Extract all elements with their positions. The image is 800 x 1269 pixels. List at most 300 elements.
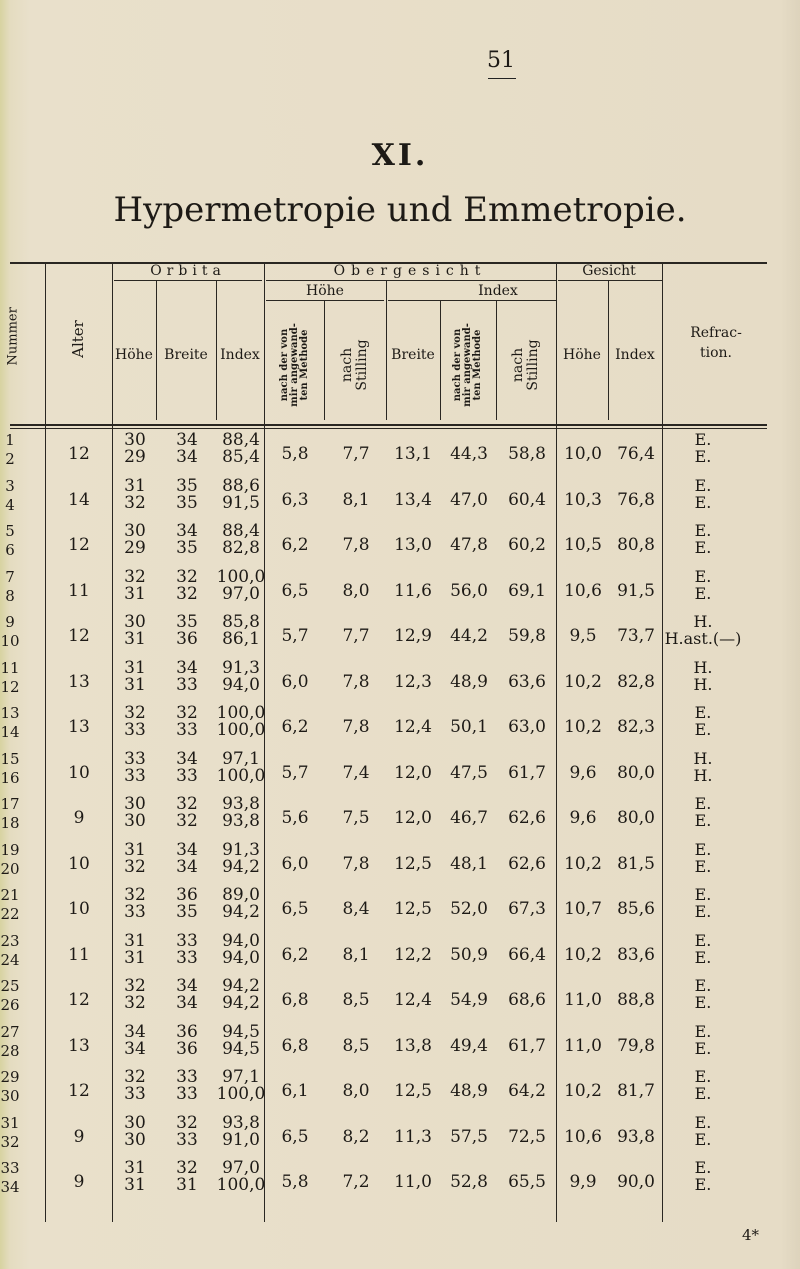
- cell-og-breite: 12,3: [394, 671, 432, 692]
- row-number: 12: [0, 677, 20, 696]
- cell-og-hoehe-stilling: 7,7: [342, 444, 370, 464]
- cell-og-breite: 11,3: [394, 1126, 432, 1147]
- col-rule-nummer: [45, 262, 46, 1222]
- cell-refraction: E.: [694, 976, 712, 995]
- cell-orbita-breite: 33: [176, 1067, 198, 1087]
- header-orbita: Orbita: [150, 263, 226, 279]
- cell-alter: 9: [73, 1172, 85, 1192]
- cell-og-breite: 13,8: [394, 1035, 432, 1056]
- cell-gesicht-index: 76,4: [617, 444, 655, 464]
- cell-orbita-hoehe: 31: [124, 1158, 146, 1178]
- hoehe-subgroup-rule: [266, 300, 384, 301]
- cell-og-hoehe-stilling: 8,0: [342, 1081, 370, 1101]
- cell-refraction: H.: [693, 674, 713, 694]
- cell-refraction: E.: [694, 521, 712, 540]
- header-nummer: Nummer: [5, 307, 21, 366]
- header-bottom-rule: [10, 424, 767, 426]
- header-orbita-hoehe: Höhe: [115, 347, 153, 363]
- row-number: 23: [0, 931, 20, 950]
- cell-alter: 9: [73, 808, 85, 828]
- cell-og-index-methode: 47,5: [450, 762, 488, 783]
- cell-gesicht-hoehe: 10,2: [564, 944, 602, 965]
- gesicht-group-rule: [558, 280, 662, 281]
- signature-mark: 4*: [742, 1226, 760, 1244]
- cell-og-index-methode: 52,8: [450, 1172, 488, 1192]
- cell-orbita-hoehe: 33: [124, 765, 146, 786]
- cell-orbita-breite: 36: [176, 629, 198, 649]
- cell-orbita-breite: 33: [176, 930, 198, 951]
- cell-orbita-breite: 36: [176, 885, 198, 905]
- cell-orbita-hoehe: 33: [124, 902, 146, 922]
- cell-orbita-index: 100,0: [216, 566, 266, 587]
- cell-og-hoehe-methode: 6,0: [281, 671, 309, 692]
- cell-refraction: E.: [694, 720, 712, 739]
- cell-refraction: E.: [694, 794, 712, 813]
- cell-og-index-methode: 57,5: [450, 1126, 488, 1147]
- row-number: 13: [0, 704, 20, 722]
- cell-og-index-methode: 50,9: [450, 944, 488, 965]
- cell-og-index-methode: 48,9: [450, 1081, 488, 1101]
- header-obergesicht-index: Index: [478, 283, 518, 299]
- page-title: Hypermetropie und Emmetropie.: [113, 190, 687, 230]
- cell-og-index-methode: 44,3: [450, 444, 488, 464]
- cell-gesicht-index: 73,7: [617, 626, 655, 646]
- cell-orbita-hoehe: 29: [124, 447, 146, 467]
- cell-orbita-breite: 35: [176, 492, 198, 513]
- cell-og-breite: 12,5: [394, 1081, 432, 1101]
- cell-orbita-hoehe: 31: [124, 475, 146, 496]
- cell-orbita-index: 93,8: [222, 811, 260, 831]
- cell-orbita-index: 100,0: [216, 1175, 266, 1195]
- cell-refraction: E.: [694, 1112, 712, 1132]
- row-number: 29: [0, 1068, 20, 1086]
- cell-og-index-stilling: 61,7: [508, 1035, 546, 1056]
- cell-gesicht-hoehe: 10,3: [564, 489, 602, 510]
- cell-orbita-hoehe: 30: [124, 1129, 146, 1150]
- cell-og-hoehe-stilling: 7,8: [342, 717, 370, 737]
- cell-orbita-hoehe: 33: [124, 720, 146, 740]
- cell-refraction: E.: [694, 1084, 712, 1103]
- cell-og-index-stilling: 69,1: [508, 580, 546, 601]
- cell-og-index-methode: 49,4: [450, 1035, 488, 1056]
- row-number: 1: [5, 431, 15, 449]
- cell-orbita-hoehe: 31: [124, 947, 146, 968]
- cell-og-hoehe-methode: 6,5: [281, 899, 309, 919]
- cell-og-index-methode: 48,1: [450, 853, 488, 874]
- row-number: 17: [0, 795, 20, 813]
- cell-orbita-breite: 33: [176, 765, 198, 786]
- cell-og-breite: 12,2: [394, 944, 432, 965]
- cell-orbita-index: 94,0: [222, 947, 260, 968]
- cell-og-index-stilling: 62,6: [508, 808, 546, 828]
- cell-gesicht-index: 91,5: [617, 580, 655, 601]
- cell-alter: 9: [73, 1126, 85, 1147]
- row-number: 24: [0, 950, 20, 969]
- cell-orbita-hoehe: 32: [124, 885, 146, 905]
- cell-refraction: E.: [694, 1067, 712, 1086]
- header-index-stilling: nach Stilling: [510, 339, 541, 391]
- cell-gesicht-index: 83,6: [617, 944, 655, 965]
- cell-og-breite: 12,5: [394, 853, 432, 874]
- cell-refraction: E.: [694, 430, 712, 449]
- cell-og-breite: 11,6: [394, 580, 432, 601]
- header-obergesicht-hoehe: Höhe: [306, 283, 344, 299]
- cell-refraction: E.: [694, 703, 712, 722]
- cell-og-index-methode: 44,2: [450, 626, 488, 646]
- cell-og-hoehe-stilling: 8,5: [342, 990, 370, 1010]
- header-orbita-index: Index: [220, 347, 260, 363]
- cell-orbita-index: 97,1: [222, 748, 260, 769]
- cell-orbita-breite: 34: [176, 657, 198, 678]
- cell-orbita-index: 91,3: [222, 657, 260, 678]
- cell-og-index-methode: 48,9: [450, 671, 488, 692]
- cell-og-breite: 11,0: [394, 1172, 432, 1192]
- cell-og-hoehe-stilling: 7,4: [342, 762, 370, 783]
- cell-og-hoehe-stilling: 7,8: [342, 671, 370, 692]
- cell-orbita-breite: 33: [176, 1084, 198, 1104]
- cell-orbita-index: 82,8: [222, 538, 260, 558]
- cell-orbita-index: 88,4: [222, 430, 260, 450]
- cell-orbita-index: 94,0: [222, 674, 260, 695]
- cell-orbita-index: 85,8: [222, 612, 260, 632]
- cell-orbita-index: 88,6: [222, 475, 260, 496]
- cell-orbita-hoehe: 32: [124, 1067, 146, 1087]
- header-refraction: Refrac- tion.: [690, 325, 742, 361]
- cell-alter: 12: [68, 535, 90, 555]
- cell-orbita-breite: 35: [176, 475, 198, 496]
- cell-refraction: E.: [694, 583, 712, 603]
- obergesicht-group-rule: [266, 280, 556, 281]
- cell-og-breite: 12,5: [394, 899, 432, 919]
- cell-og-index-methode: 50,1: [450, 717, 488, 737]
- cell-orbita-index: 94,0: [222, 930, 260, 951]
- cell-gesicht-hoehe: 10,0: [564, 444, 602, 464]
- cell-refraction: E.: [694, 1175, 712, 1194]
- cell-refraction: E.: [694, 538, 712, 557]
- cell-og-index-methode: 56,0: [450, 580, 488, 601]
- cell-refraction: H.: [693, 765, 713, 785]
- row-number: 28: [0, 1041, 20, 1060]
- col-rule-index-methode: [496, 300, 497, 420]
- cell-orbita-breite: 32: [176, 703, 198, 723]
- cell-gesicht-index: 80,0: [617, 808, 655, 828]
- cell-og-hoehe-methode: 5,8: [281, 1172, 309, 1192]
- cell-gesicht-index: 80,0: [617, 762, 655, 783]
- cell-og-hoehe-methode: 6,5: [281, 580, 309, 601]
- row-number: 15: [0, 749, 20, 768]
- cell-orbita-breite: 32: [176, 794, 198, 814]
- cell-gesicht-hoehe: 9,5: [569, 626, 597, 646]
- cell-og-breite: 13,1: [394, 444, 432, 464]
- cell-orbita-index: 94,2: [222, 856, 260, 877]
- cell-orbita-hoehe: 33: [124, 1084, 146, 1104]
- cell-alter: 12: [68, 1081, 90, 1101]
- cell-gesicht-index: 81,5: [617, 853, 655, 874]
- cell-orbita-breite: 34: [176, 839, 198, 860]
- cell-og-hoehe-stilling: 8,4: [342, 899, 370, 919]
- cell-og-index-stilling: 65,5: [508, 1172, 546, 1192]
- cell-gesicht-index: 80,8: [617, 535, 655, 555]
- cell-refraction: E.: [694, 811, 712, 830]
- cell-alter: 10: [68, 853, 90, 874]
- header-gesicht-index: Index: [615, 347, 655, 363]
- cell-og-index-stilling: 63,0: [508, 717, 546, 737]
- header-alter: Alter: [69, 320, 87, 358]
- cell-orbita-breite: 34: [176, 748, 198, 769]
- cell-gesicht-hoehe: 11,0: [564, 1035, 602, 1056]
- cell-orbita-hoehe: 31: [124, 583, 146, 604]
- cell-gesicht-hoehe: 9,6: [569, 762, 597, 783]
- cell-og-hoehe-methode: 6,0: [281, 853, 309, 874]
- cell-og-index-stilling: 60,2: [508, 535, 546, 555]
- row-number: 5: [5, 522, 15, 540]
- cell-og-hoehe-stilling: 7,8: [342, 853, 370, 874]
- cell-gesicht-hoehe: 11,0: [564, 990, 602, 1010]
- cell-og-hoehe-methode: 5,6: [281, 808, 309, 828]
- col-rule-alter: [112, 262, 113, 1222]
- header-orbita-breite: Breite: [164, 347, 208, 363]
- cell-gesicht-hoehe: 9,9: [569, 1172, 597, 1192]
- cell-orbita-index: 97,0: [222, 583, 260, 604]
- cell-og-hoehe-methode: 6,2: [281, 535, 309, 555]
- cell-og-breite: 12,0: [394, 808, 432, 828]
- cell-orbita-breite: 32: [176, 1112, 198, 1133]
- header-obergesicht: Obergesicht: [333, 263, 487, 279]
- row-number: 14: [0, 723, 20, 741]
- row-number: 31: [0, 1113, 20, 1132]
- cell-orbita-breite: 32: [176, 811, 198, 831]
- header-bottom-rule-2: [10, 428, 767, 429]
- row-number: 33: [0, 1159, 20, 1177]
- cell-og-index-methode: 46,7: [450, 808, 488, 828]
- cell-orbita-hoehe: 30: [124, 794, 146, 814]
- cell-orbita-index: 94,2: [222, 902, 260, 922]
- cell-og-breite: 12,0: [394, 762, 432, 783]
- cell-gesicht-hoehe: 10,7: [564, 899, 602, 919]
- cell-alter: 10: [68, 899, 90, 919]
- cell-gesicht-hoehe: 10,5: [564, 535, 602, 555]
- cell-alter: 10: [68, 762, 90, 783]
- cell-og-hoehe-methode: 5,7: [281, 626, 309, 646]
- cell-refraction: E.: [694, 1158, 712, 1177]
- row-number: 26: [0, 996, 20, 1014]
- cell-og-index-methode: 52,0: [450, 899, 488, 919]
- cell-og-hoehe-stilling: 7,7: [342, 626, 370, 646]
- cell-og-index-stilling: 63,6: [508, 671, 546, 692]
- cell-alter: 12: [68, 444, 90, 464]
- cell-og-breite: 13,0: [394, 535, 432, 555]
- cell-og-hoehe-methode: 6,8: [281, 990, 309, 1010]
- cell-gesicht-hoehe: 10,2: [564, 671, 602, 692]
- cell-orbita-hoehe: 29: [124, 538, 146, 558]
- cell-refraction: E.: [694, 1021, 712, 1041]
- row-number: 8: [5, 586, 15, 605]
- cell-orbita-index: 94,5: [222, 1038, 260, 1059]
- cell-orbita-hoehe: 32: [124, 856, 146, 877]
- row-number: 18: [0, 814, 20, 832]
- cell-orbita-hoehe: 32: [124, 703, 146, 723]
- cell-refraction: E.: [694, 1129, 712, 1149]
- cell-og-index-stilling: 58,8: [508, 444, 546, 464]
- cell-orbita-index: 94,5: [222, 1021, 260, 1042]
- cell-refraction: H.: [693, 748, 713, 768]
- cell-alter: 13: [68, 717, 90, 737]
- cell-gesicht-index: 79,8: [617, 1035, 655, 1056]
- cell-orbita-breite: 31: [176, 1175, 198, 1195]
- cell-og-hoehe-methode: 6,1: [281, 1081, 309, 1101]
- cell-gesicht-hoehe: 10,2: [564, 717, 602, 737]
- cell-og-index-stilling: 60,4: [508, 489, 546, 510]
- cell-gesicht-index: 82,8: [617, 671, 655, 692]
- cell-og-hoehe-methode: 6,3: [281, 489, 309, 510]
- cell-orbita-index: 89,0: [222, 885, 260, 905]
- cell-og-breite: 12,9: [394, 626, 432, 646]
- row-number: 4: [5, 495, 15, 514]
- cell-refraction: E.: [694, 492, 712, 512]
- cell-orbita-hoehe: 33: [124, 748, 146, 769]
- header-obergesicht-breite: Breite: [391, 347, 435, 363]
- row-number: 11: [0, 658, 20, 677]
- cell-orbita-hoehe: 32: [124, 976, 146, 996]
- cell-alter: 13: [68, 1035, 90, 1056]
- cell-og-index-stilling: 72,5: [508, 1126, 546, 1147]
- cell-gesicht-hoehe: 10,2: [564, 1081, 602, 1101]
- cell-og-hoehe-stilling: 8,2: [342, 1126, 370, 1147]
- header-hoehe-stilling: nach Stilling: [339, 339, 370, 391]
- cell-orbita-index: 97,0: [222, 1158, 260, 1178]
- cell-orbita-hoehe: 30: [124, 612, 146, 632]
- orbita-group-rule: [114, 280, 262, 281]
- header-index-methode: nach der von mir angewand- ten Methode: [452, 323, 483, 407]
- cell-og-index-stilling: 59,8: [508, 626, 546, 646]
- cell-gesicht-index: 93,8: [617, 1126, 655, 1147]
- col-rule-obergesicht: [556, 262, 557, 1222]
- cell-refraction: E.: [694, 839, 712, 859]
- cell-og-index-methode: 54,9: [450, 990, 488, 1010]
- cell-gesicht-hoehe: 10,6: [564, 1126, 602, 1147]
- col-rule-gesicht-index: [662, 262, 663, 1222]
- row-number: 10: [0, 632, 20, 650]
- row-number: 22: [0, 905, 20, 923]
- cell-og-hoehe-methode: 5,8: [281, 444, 309, 464]
- cell-alter: 11: [68, 944, 90, 965]
- cell-alter: 12: [68, 626, 90, 646]
- cell-orbita-breite: 32: [176, 1158, 198, 1178]
- cell-orbita-index: 94,2: [222, 976, 260, 996]
- row-number: 32: [0, 1132, 20, 1151]
- cell-orbita-breite: 33: [176, 1129, 198, 1150]
- index-subgroup-rule: [388, 300, 556, 301]
- chapter-number: XI.: [371, 138, 429, 173]
- page-number: 51: [487, 48, 515, 73]
- cell-orbita-breite: 34: [176, 856, 198, 877]
- cell-refraction: H.: [693, 657, 713, 677]
- col-rule-hoehe-methode: [324, 300, 325, 420]
- header-hoehe-methode: nach der von mir angewand- ten Methode: [279, 323, 310, 407]
- row-number: 30: [0, 1087, 20, 1105]
- cell-og-breite: 13,4: [394, 489, 432, 510]
- row-number: 16: [0, 768, 20, 787]
- cell-orbita-index: 100,0: [216, 703, 266, 723]
- cell-og-hoehe-methode: 6,2: [281, 944, 309, 965]
- row-number: 6: [5, 541, 15, 559]
- cell-orbita-index: 100,0: [216, 720, 266, 740]
- cell-refraction: E.: [694, 856, 712, 876]
- cell-gesicht-hoehe: 9,6: [569, 808, 597, 828]
- cell-og-index-stilling: 67,3: [508, 899, 546, 919]
- cell-refraction: E.: [694, 947, 712, 967]
- row-number: 7: [5, 567, 15, 586]
- cell-gesicht-index: 85,6: [617, 899, 655, 919]
- cell-og-hoehe-methode: 6,8: [281, 1035, 309, 1056]
- cell-og-index-stilling: 68,6: [508, 990, 546, 1010]
- cell-refraction: H.ast.(—): [664, 629, 742, 648]
- cell-gesicht-hoehe: 10,6: [564, 580, 602, 601]
- cell-orbita-hoehe: 30: [124, 1112, 146, 1133]
- cell-orbita-breite: 33: [176, 947, 198, 968]
- row-number: 2: [5, 450, 15, 468]
- cell-orbita-breite: 34: [176, 521, 198, 541]
- cell-orbita-hoehe: 30: [124, 430, 146, 450]
- cell-orbita-breite: 33: [176, 674, 198, 695]
- cell-orbita-index: 94,2: [222, 993, 260, 1013]
- cell-refraction: E.: [694, 475, 712, 495]
- cell-og-hoehe-stilling: 8,1: [342, 944, 370, 965]
- cell-orbita-hoehe: 31: [124, 657, 146, 678]
- cell-gesicht-index: 82,3: [617, 717, 655, 737]
- cell-og-hoehe-methode: 5,7: [281, 762, 309, 783]
- cell-refraction: H.: [693, 612, 713, 631]
- cell-gesicht-index: 76,8: [617, 489, 655, 510]
- cell-og-hoehe-stilling: 8,5: [342, 1035, 370, 1056]
- page-number-rule: [488, 78, 516, 79]
- cell-og-index-methode: 47,8: [450, 535, 488, 555]
- cell-gesicht-index: 81,7: [617, 1081, 655, 1101]
- cell-orbita-index: 100,0: [216, 1084, 266, 1104]
- cell-orbita-breite: 36: [176, 1021, 198, 1042]
- cell-orbita-hoehe: 34: [124, 1021, 146, 1042]
- row-number: 21: [0, 886, 20, 904]
- cell-orbita-hoehe: 31: [124, 930, 146, 951]
- cell-orbita-breite: 33: [176, 720, 198, 740]
- cell-orbita-index: 100,0: [216, 765, 266, 786]
- cell-og-index-stilling: 66,4: [508, 944, 546, 965]
- cell-orbita-breite: 32: [176, 583, 198, 604]
- cell-orbita-index: 93,8: [222, 1112, 260, 1133]
- cell-og-hoehe-stilling: 7,2: [342, 1172, 370, 1192]
- cell-refraction: E.: [694, 993, 712, 1012]
- cell-orbita-index: 91,0: [222, 1129, 260, 1150]
- cell-orbita-index: 91,3: [222, 839, 260, 860]
- header-gesicht: Gesicht: [582, 263, 636, 279]
- cell-og-hoehe-methode: 6,5: [281, 1126, 309, 1147]
- row-number: 34: [0, 1178, 20, 1196]
- cell-og-hoehe-stilling: 7,5: [342, 808, 370, 828]
- cell-refraction: E.: [694, 902, 712, 921]
- cell-orbita-hoehe: 32: [124, 566, 146, 587]
- cell-og-breite: 12,4: [394, 717, 432, 737]
- cell-orbita-hoehe: 34: [124, 1038, 146, 1059]
- cell-orbita-hoehe: 30: [124, 811, 146, 831]
- cell-orbita-breite: 34: [176, 976, 198, 996]
- cell-gesicht-index: 88,8: [617, 990, 655, 1010]
- cell-orbita-hoehe: 32: [124, 993, 146, 1013]
- cell-orbita-index: 97,1: [222, 1067, 260, 1087]
- cell-refraction: E.: [694, 885, 712, 904]
- cell-alter: 11: [68, 580, 90, 601]
- cell-alter: 13: [68, 671, 90, 692]
- cell-orbita-breite: 35: [176, 902, 198, 922]
